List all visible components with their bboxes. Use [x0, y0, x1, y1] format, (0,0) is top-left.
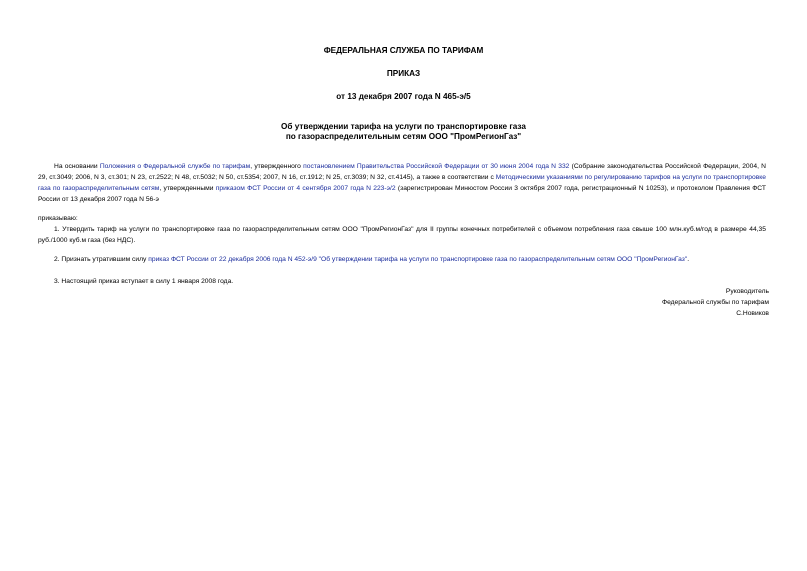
signature-position-2: Федеральной службы по тарифам	[662, 299, 769, 306]
item-2-text-1: 2. Признать утратившим силу	[54, 256, 149, 263]
item-2-paragraph	[38, 254, 766, 265]
document-title-line-2: по газораспределительным сетям ООО "ПромРегионГаз"	[285, 132, 522, 141]
preamble-text-4: , утвержденными	[159, 185, 216, 192]
item-3-paragraph: 3. Настоящий приказ вступает в силу 1 января 2008 года.	[54, 278, 234, 285]
document-kind-heading: ПРИКАЗ	[386, 69, 421, 78]
signature-name: С.Новиков	[736, 310, 769, 317]
preamble-text-3: (Собрание законодательства Российской Федерации, 2004, N 29, ст.3049; 2006, N 3, ст.301; N 23, ст.2522; N 48, ст.5032; N 50, ст.5354; 2007, N 16, ст.1912; N 25, ст.3039; N 32, ст.4145), а также в соответствии с	[38, 163, 766, 181]
link-fst-order-223[interactable]: приказом ФСТ России от 4 сентября 2007 года N 223-э/2	[215, 185, 396, 192]
preamble-text-1: На основании	[54, 163, 100, 170]
link-government-decree-332[interactable]: постановлением Правительства Российской Федерации от 30 июня 2004 года N 332	[303, 163, 570, 170]
preamble-paragraph	[38, 161, 766, 205]
preamble-text-2: , утвержденного	[250, 163, 304, 170]
document-date-number: от 13 декабря 2007 года N 465-э/5	[336, 92, 471, 101]
resolve-word: приказываю:	[38, 215, 78, 222]
item-2-text-2: .	[687, 256, 690, 263]
link-fst-order-452[interactable]: приказ ФСТ России от 22 декабря 2006 года N 452-э/9 "Об утверждении тарифа на услуги по транспортировке газа по газораспределительным сетям ООО "ПромРегионГаз"	[148, 256, 688, 263]
signature-position-1: Руководитель	[725, 288, 769, 295]
link-fst-regulation[interactable]: Положения о Федеральной службе по тарифам	[99, 163, 251, 170]
agency-heading: ФЕДЕРАЛЬНАЯ СЛУЖБА ПО ТАРИФАМ	[323, 46, 484, 55]
link-methodical-guidelines[interactable]: Методическими указаниями по регулированию тарифов на услуги по транспортировке газа по газораспределительным сетям	[38, 174, 767, 192]
item-1-paragraph: 1. Утвердить тариф на услуги по транспортировке газа по газораспределительным сетям ООО "ПромРегионГаз" для II группы конечных потребителей с объемом потребления газа свыше 100 млн.куб.м/год в размере 44,35 руб./1000 куб.м газа (без НДС).	[38, 226, 766, 244]
preamble-text-5: (зарегистрирован Минюстом России 3 октября 2007 года, регистрационный N 10253), и протоколом Правления ФСТ России от 13 декабря 2007 года N 56-э	[38, 185, 766, 203]
document-title-line-1: Об утверждении тарифа на услуги по транспортировке газа	[281, 122, 526, 131]
